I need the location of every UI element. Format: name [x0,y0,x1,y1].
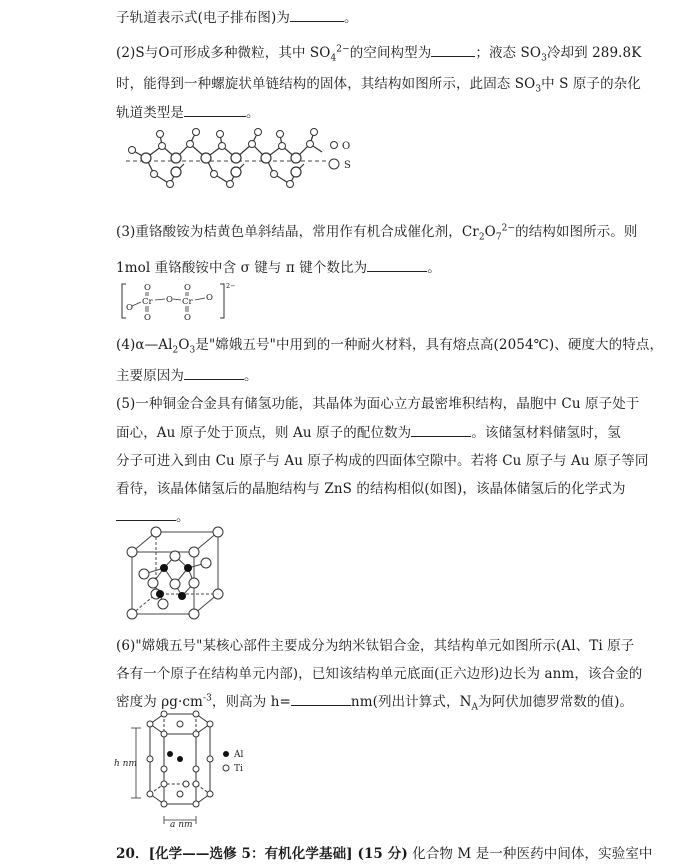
sulfur-legend-icon [329,159,339,169]
oxygen-legend-icon [331,142,338,149]
text-line-6: 1mol 重铬酸铵中含 σ 键与 π 键个数比为 。 [116,260,441,276]
text-line-16: 密度为 $\rho g\cdot cm^{-3}$，则高为 h= nm(列出计算式，$N_A$为阿伏加德罗常数的值)。 [116,693,634,713]
text-line-4: 轨道类型是 。 [116,105,260,121]
text-line-13: 。 [116,505,190,525]
al-legend-icon [223,751,229,757]
h-dimension-label: h nm [114,759,137,769]
text-line-5: (3)重铬酸铵为桔黄色单斜结晶，常用作有机合成催化剂，$Cr_2O_7^{2-}$的结构如图所示。则 [116,223,638,243]
text-line-15: 各有一个原子在结构单元内部)，已知该结构单元底面(正六边形)边长为 anm，该合金的 [116,666,643,682]
answer-blank[interactable] [184,104,246,117]
legend-ti-label: Ti [234,764,243,774]
answer-blank[interactable] [367,259,427,272]
text-line-9: (5)一种铜金合金具有储氢功能，其晶体为面心立方最密堆积结构，晶胞中 Cu 原子处于 [116,396,640,412]
cr-atom-1: Cr [142,297,153,307]
answer-blank[interactable] [116,508,176,521]
hexagonal-prism-figure [114,710,264,832]
text-line-14: (6)"嫦娥五号"某核心部件主要成分为纳米钛铝合金，其结构单元如图所示(Al、Ti 原子 [116,638,635,654]
legend-s-label: S [344,160,351,171]
text-line-17: 20．[化学——选修 5：有机化学基础] (15 分) 化合物 M 是一种医药中间体，实验室中 [116,846,653,862]
svg-text:O: O [206,293,213,303]
text-line-3: 时，能得到一种螺旋状单链结构的固体，其结构如图所示，此固态 $SO_3$中 S 原子的杂化 [116,76,641,95]
svg-text:O: O [184,313,191,322]
legend-al-label: Al [234,750,244,760]
ti-legend-icon [223,765,229,771]
text-line-11: 分子可进入到由 Cu 原子与 Au 原子构成的四面体空隙中。若将 Cu 原子与 Au 原子等同 [116,453,649,469]
text-line-8: 主要原因为 。 [116,368,258,384]
answer-blank[interactable] [411,424,471,437]
svg-text:O: O [144,313,151,322]
legend-o-label: O [342,141,351,152]
svg-text:2−: 2− [226,282,236,290]
answer-blank[interactable] [431,44,475,57]
answer-blank[interactable] [290,9,344,22]
so3-chain-figure [124,128,374,202]
svg-text:O: O [166,295,173,305]
dichromate-structure-figure [120,280,240,326]
text-line-12: 看待，该晶体储氢后的晶胞结构与 ZnS 的结构相似(如图)，该晶体储氢后的化学式为 [116,481,626,497]
text-line-7: $(4)\alpha—Al_2O_3$是"嫦娥五号"中用到的一种耐火材料，具有熔点高(2054℃)、硬度大的特点， [116,337,664,356]
svg-text:O: O [184,283,191,293]
text-line-1: 子轨道表示式(电子排布图)为 。 [116,10,358,26]
answer-blank[interactable] [184,367,244,380]
a-dimension-label: a nm [170,820,193,828]
svg-text:O: O [126,303,133,313]
answer-blank[interactable] [291,693,351,706]
zns-cell-figure [122,526,224,626]
text-line-10: 面心，Au 原子处于顶点，则 Au 原子的配位数为 。该储氢材料储氢时，氢 [116,425,621,441]
text-line-2: (2)S与O可形成多种微粒，其中 $SO_4^{2-}$的空间构型为 ；液态 $SO_3$冷却到 289.8K [116,44,642,64]
cr-atom-2: Cr [182,297,193,307]
svg-text:O: O [144,283,151,293]
